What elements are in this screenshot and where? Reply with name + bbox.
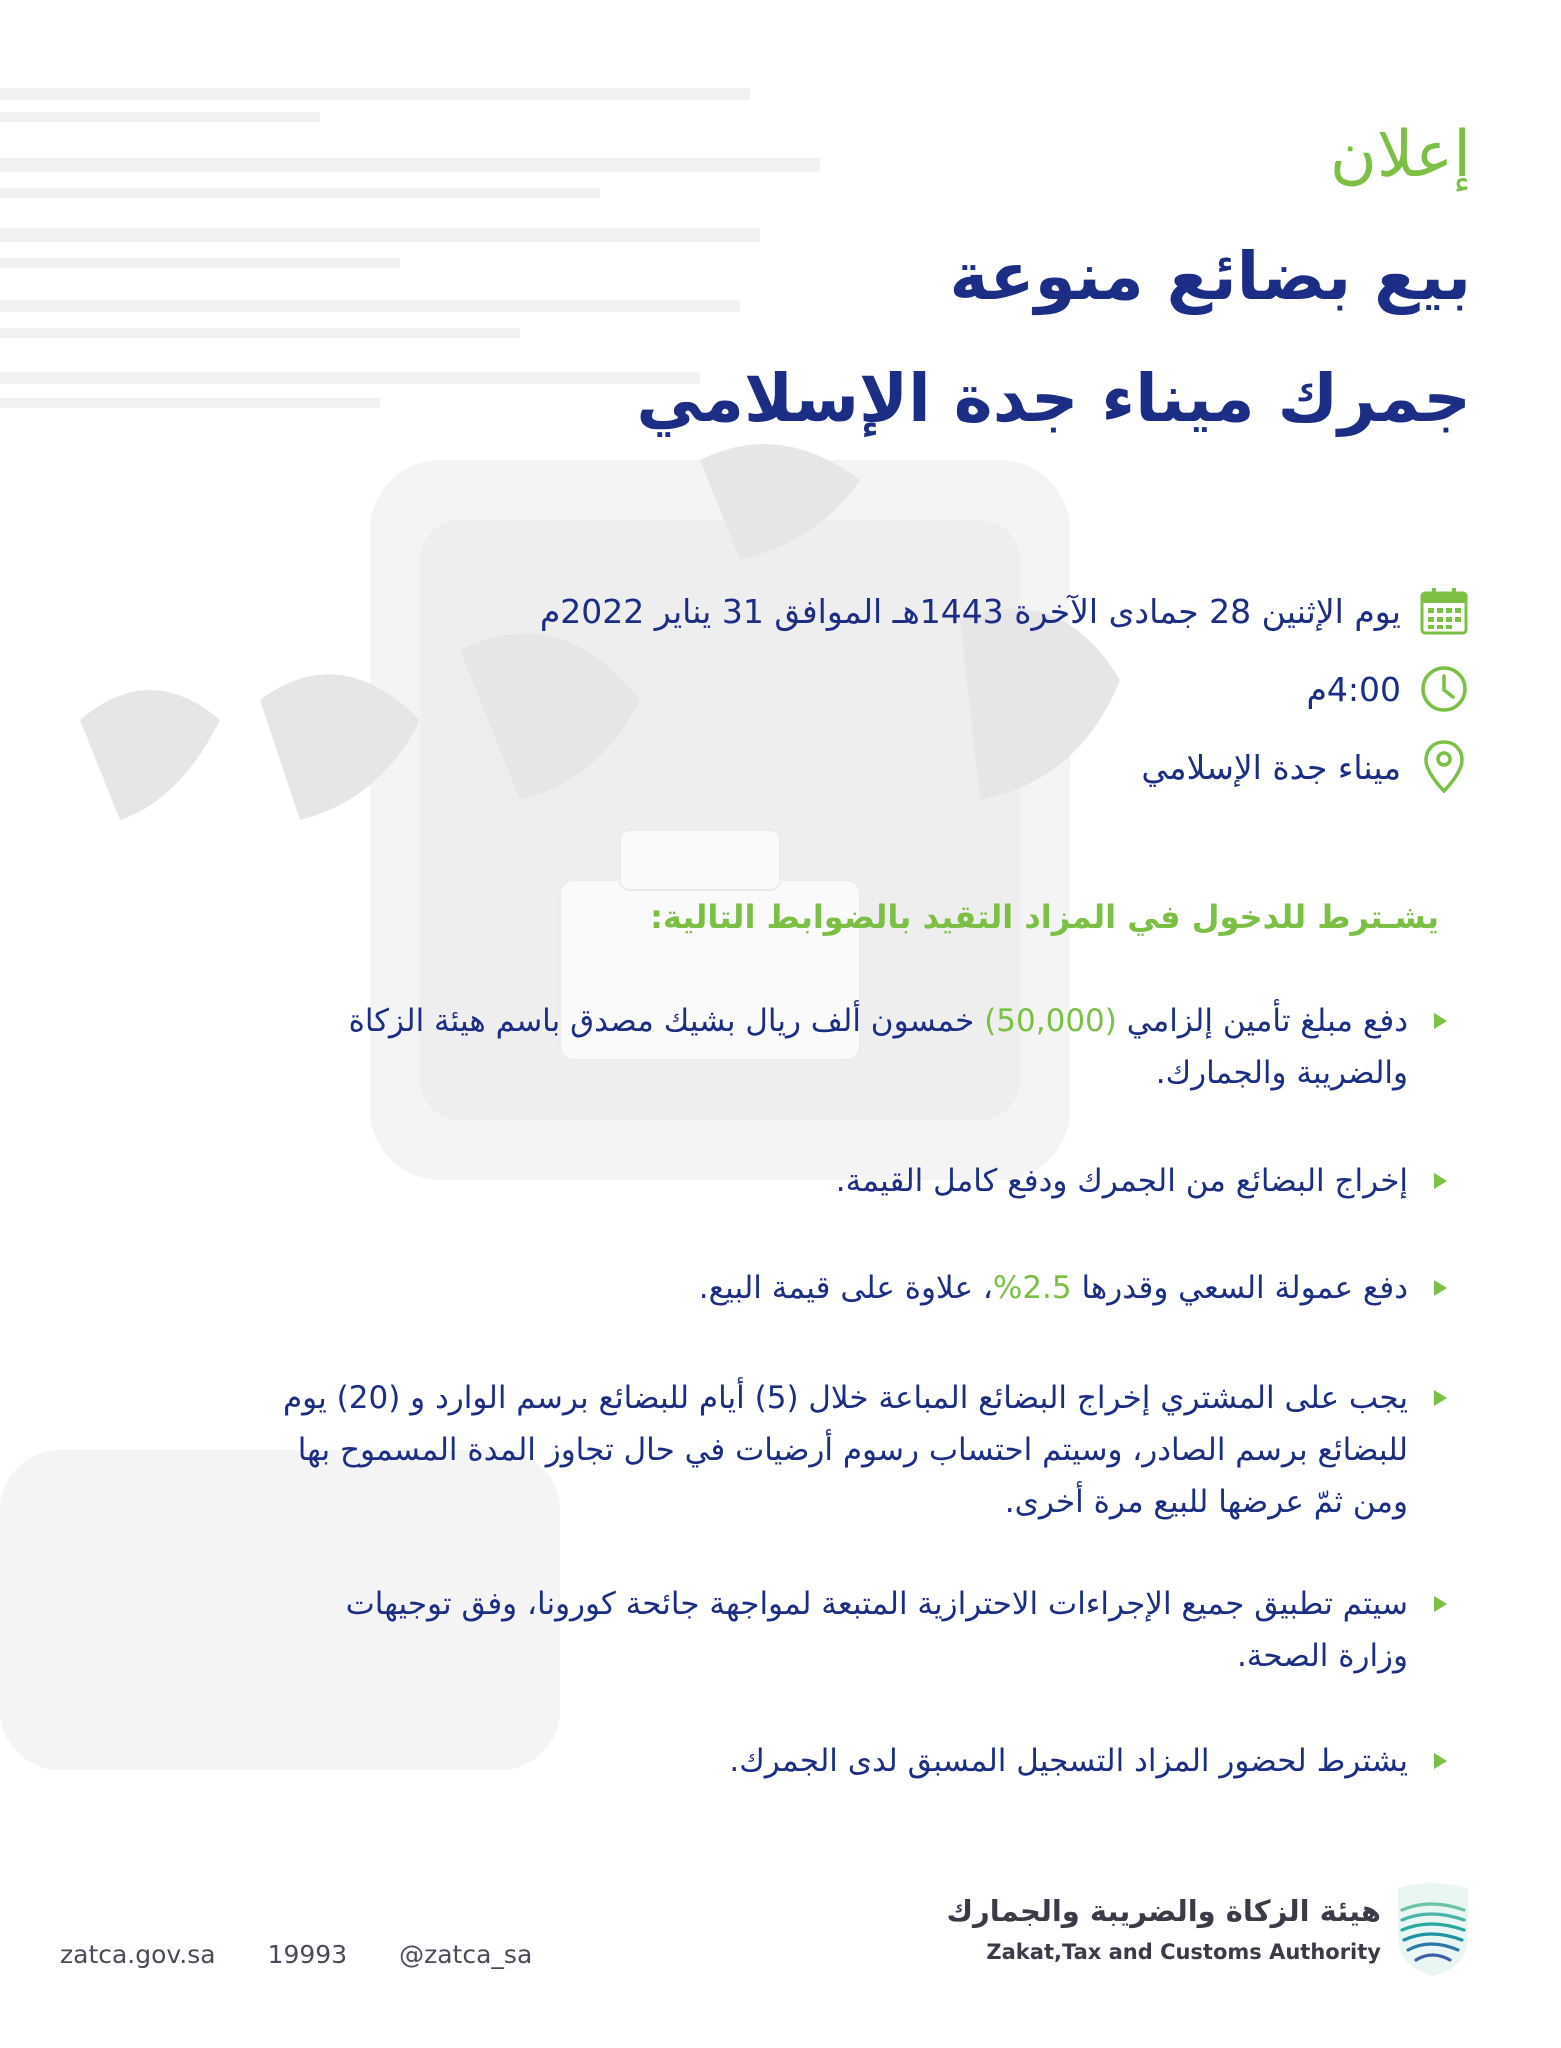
time-row — [1306, 662, 1471, 716]
list-item-text: يشترط لحضور المزاد التسجيل المسبق لدى الجمرك. — [729, 1743, 1408, 1779]
page-title: بيع بضائع منوعة — [949, 238, 1471, 315]
org-name-english: Zakat,Tax and Customs Authority — [986, 1940, 1381, 1964]
page-subtitle: جمرك ميناء جدة الإسلامي — [636, 360, 1471, 437]
triangle-bullet-icon — [1434, 1753, 1447, 1769]
triangle-bullet-icon — [1434, 1013, 1447, 1029]
list-item — [147, 1372, 1447, 1528]
website-link[interactable]: zatca.gov.sa — [60, 1940, 216, 1969]
triangle-bullet-icon — [1434, 1173, 1447, 1189]
list-item-text: سيتم تطبيق جميع الإجراءات الاحترازية المتبعة لمواجهة جائحة كورونا، وفق توجيهات وزارة الصحة. — [345, 1586, 1408, 1674]
footer-links — [60, 1940, 532, 1969]
list-item-text: دفع عمولة السعي وقدرها 2.5%، علاوة على قيمة البيع. — [698, 1270, 1408, 1306]
list-item — [147, 1155, 1447, 1207]
list-item — [147, 1262, 1447, 1314]
highlighted-percentage: 2.5% — [992, 1270, 1072, 1306]
highlighted-amount: (50,000) — [984, 1003, 1117, 1039]
list-item — [147, 1735, 1447, 1787]
announcement-label: إعلان — [1329, 118, 1471, 192]
triangle-bullet-icon — [1434, 1280, 1447, 1296]
org-name-arabic: هيئة الزكاة والضريبة والجمارك — [946, 1894, 1381, 1928]
location-row — [1141, 740, 1471, 794]
conditions-title: يشـترط للدخول في المزاد التقيد بالضوابط التالية: — [650, 898, 1439, 936]
list-item-text: دفع مبلغ تأمين إلزامي (50,000) خمسون ألف ريال بشيك مصدق باسم هيئة الزكاة والضريبة والجمارك. — [348, 1003, 1408, 1091]
list-item — [147, 995, 1447, 1099]
list-item — [147, 1578, 1447, 1682]
date-row — [540, 584, 1471, 638]
calendar-icon — [1417, 584, 1471, 638]
clock-icon — [1417, 662, 1471, 716]
triangle-bullet-icon — [1434, 1596, 1447, 1612]
zatca-logo — [1390, 1880, 1476, 1980]
time-text: 4:00م — [1306, 669, 1401, 709]
list-item-text: إخراج البضائع من الجمرك ودفع كامل القيمة. — [835, 1163, 1408, 1199]
list-item-text: يجب على المشتري إخراج البضائع المباعة خلال (5) أيام للبضائع برسم الوارد و (20) يوم للبضائع برسم الصادر، وسيتم احتساب رسوم أرضيات في حال تجاوز المدة المسموح بها ومن ثمّ عرضها للبيع مرة أخرى. — [282, 1380, 1408, 1520]
date-text: يوم الإثنين 28 جمادى الآخرة 1443هـ الموافق 31 يناير 2022م — [539, 591, 1401, 631]
triangle-bullet-icon — [1434, 1390, 1447, 1406]
location-pin-icon — [1417, 740, 1471, 794]
social-handle[interactable]: @zatca_sa — [399, 1940, 533, 1969]
location-text: ميناء جدة الإسلامي — [1141, 747, 1401, 787]
phone-number: 19993 — [267, 1940, 348, 1969]
